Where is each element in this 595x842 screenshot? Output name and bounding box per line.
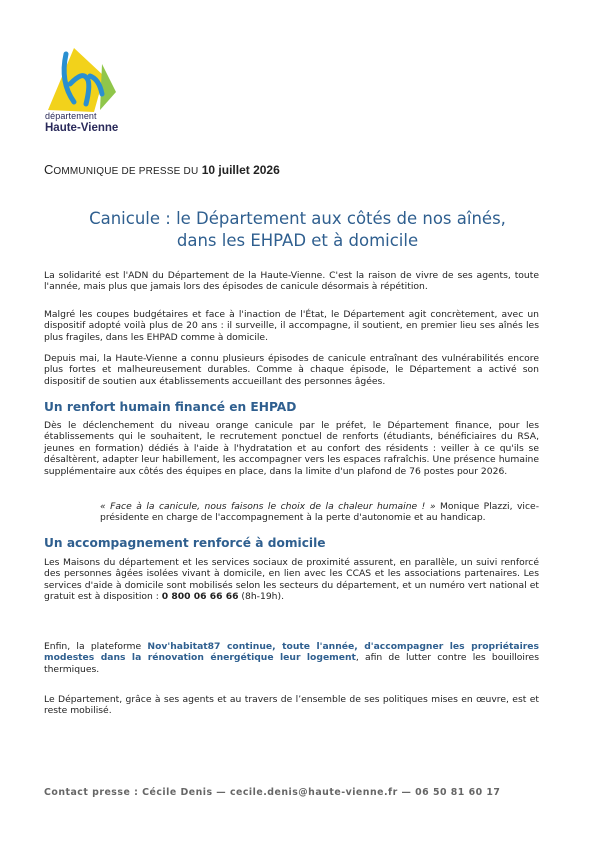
press-first-letter: C bbox=[44, 162, 54, 177]
domicile-hours: (8h-19h). bbox=[238, 591, 285, 603]
closing-paragraph-1 bbox=[44, 641, 539, 675]
novhabitat-highlight: Nov'habitat87 continue, toute l'année, d'accompagner les propriétaires modestes dans la rénovation énergétique leur logement bbox=[44, 641, 539, 664]
closing-paragraph-2: Le Département, grâce à ses agents et au travers de l’ensemble de ses politiques mises en œuvre, est et reste mobilisé. bbox=[44, 694, 539, 717]
press-label: OMMUNIQUE DE PRESSE DU bbox=[53, 166, 199, 177]
press-date: 10 juillet 2026 bbox=[201, 163, 280, 177]
press-release-line bbox=[44, 162, 280, 177]
domicile-text: Les Maisons du département et les services sociaux de proximité assurent, en parallèle, un suivi renforcé des personnes âgées isolées vivant à domicile, en lien avec les CCAS et les associations partenaires. Les services d'aide à domicile sont mobilisés selon les secteurs du département, et un numéro vert national et gratuit est à disposition : bbox=[44, 557, 539, 603]
logo-line-departement: département bbox=[45, 111, 97, 121]
press-contact: Contact presse : Cécile Denis — cecile.denis@haute-vienne.fr — 06 50 81 60 17 bbox=[44, 787, 501, 798]
title-line-2: dans les EHPAD et à domicile bbox=[176, 231, 419, 250]
logo-line-haute-vienne: Haute-Vienne bbox=[45, 122, 119, 134]
quote-author: Monique Plazzi, vice-présidente en charge de l'accompagnement à la perte d'autonomie et au handicap. bbox=[100, 501, 540, 524]
quote-text: « Face à la canicule, nous faisons le choix de la chaleur humaine ! » bbox=[100, 501, 436, 512]
closing-start: Enfin, la plateforme bbox=[44, 641, 148, 652]
closing-end: , afin de lutter contre les bouilloires thermiques. bbox=[44, 652, 539, 675]
title-line-1: Canicule : le Département aux côtés de nos aînés, bbox=[89, 209, 506, 228]
intro-paragraph-1: La solidarité est l'ADN du Département de la Haute-Vienne. C'est la raison de vivre de ses agents, toute l'année, mais plus que jamais lors des épisodes de canicule désormais à répétition. bbox=[44, 270, 539, 293]
section-heading-ehpad: Un renfort humain financé en EHPAD bbox=[44, 400, 297, 414]
page-title bbox=[44, 208, 551, 252]
phone-number: 0 800 06 66 66 bbox=[161, 591, 239, 603]
section-heading-domicile: Un accompagnement renforcé à domicile bbox=[44, 536, 326, 550]
section-ehpad-body: Dès le déclenchement du niveau orange canicule par le préfet, le Département finance, pour les établissements qui le souhaitent, le recrutement ponctuel de renforts (étudiants, bénéficiaires du RSA, jeunes en formation) dédiés à l'aide à l'hydratation et au confort des résidents : veiller à ce qu'ils se désaltèrent, adapter leur habillement, les accompagner vers les espaces rafraîchis. Une présence humaine supplémentaire aux côtés des équipes en place, dans la limite d'un plafond de 76 postes pour 2026. bbox=[44, 420, 539, 477]
section-domicile-body bbox=[44, 557, 539, 603]
quote-block bbox=[100, 501, 539, 524]
intro-paragraph-3: Depuis mai, la Haute-Vienne a connu plusieurs épisodes de canicule entraînant des vulnérabilités encore plus fortes et malheureusement durables. Comme à chaque épisode, le Département a activé son dispositif de soutien aux établissements accueillant des personnes âgées. bbox=[44, 353, 539, 387]
logo-wordmark bbox=[45, 110, 118, 134]
intro-paragraph-2: Malgré les coupes budgétaires et face à l'inaction de l'État, le Département agit concrètement, avec un dispositif adopté voilà plus de 20 ans : il surveille, il accompagne, il soutient, en premier lieu ses aînés les plus fragiles, dans les EHPAD comme à domicile. bbox=[44, 309, 539, 343]
